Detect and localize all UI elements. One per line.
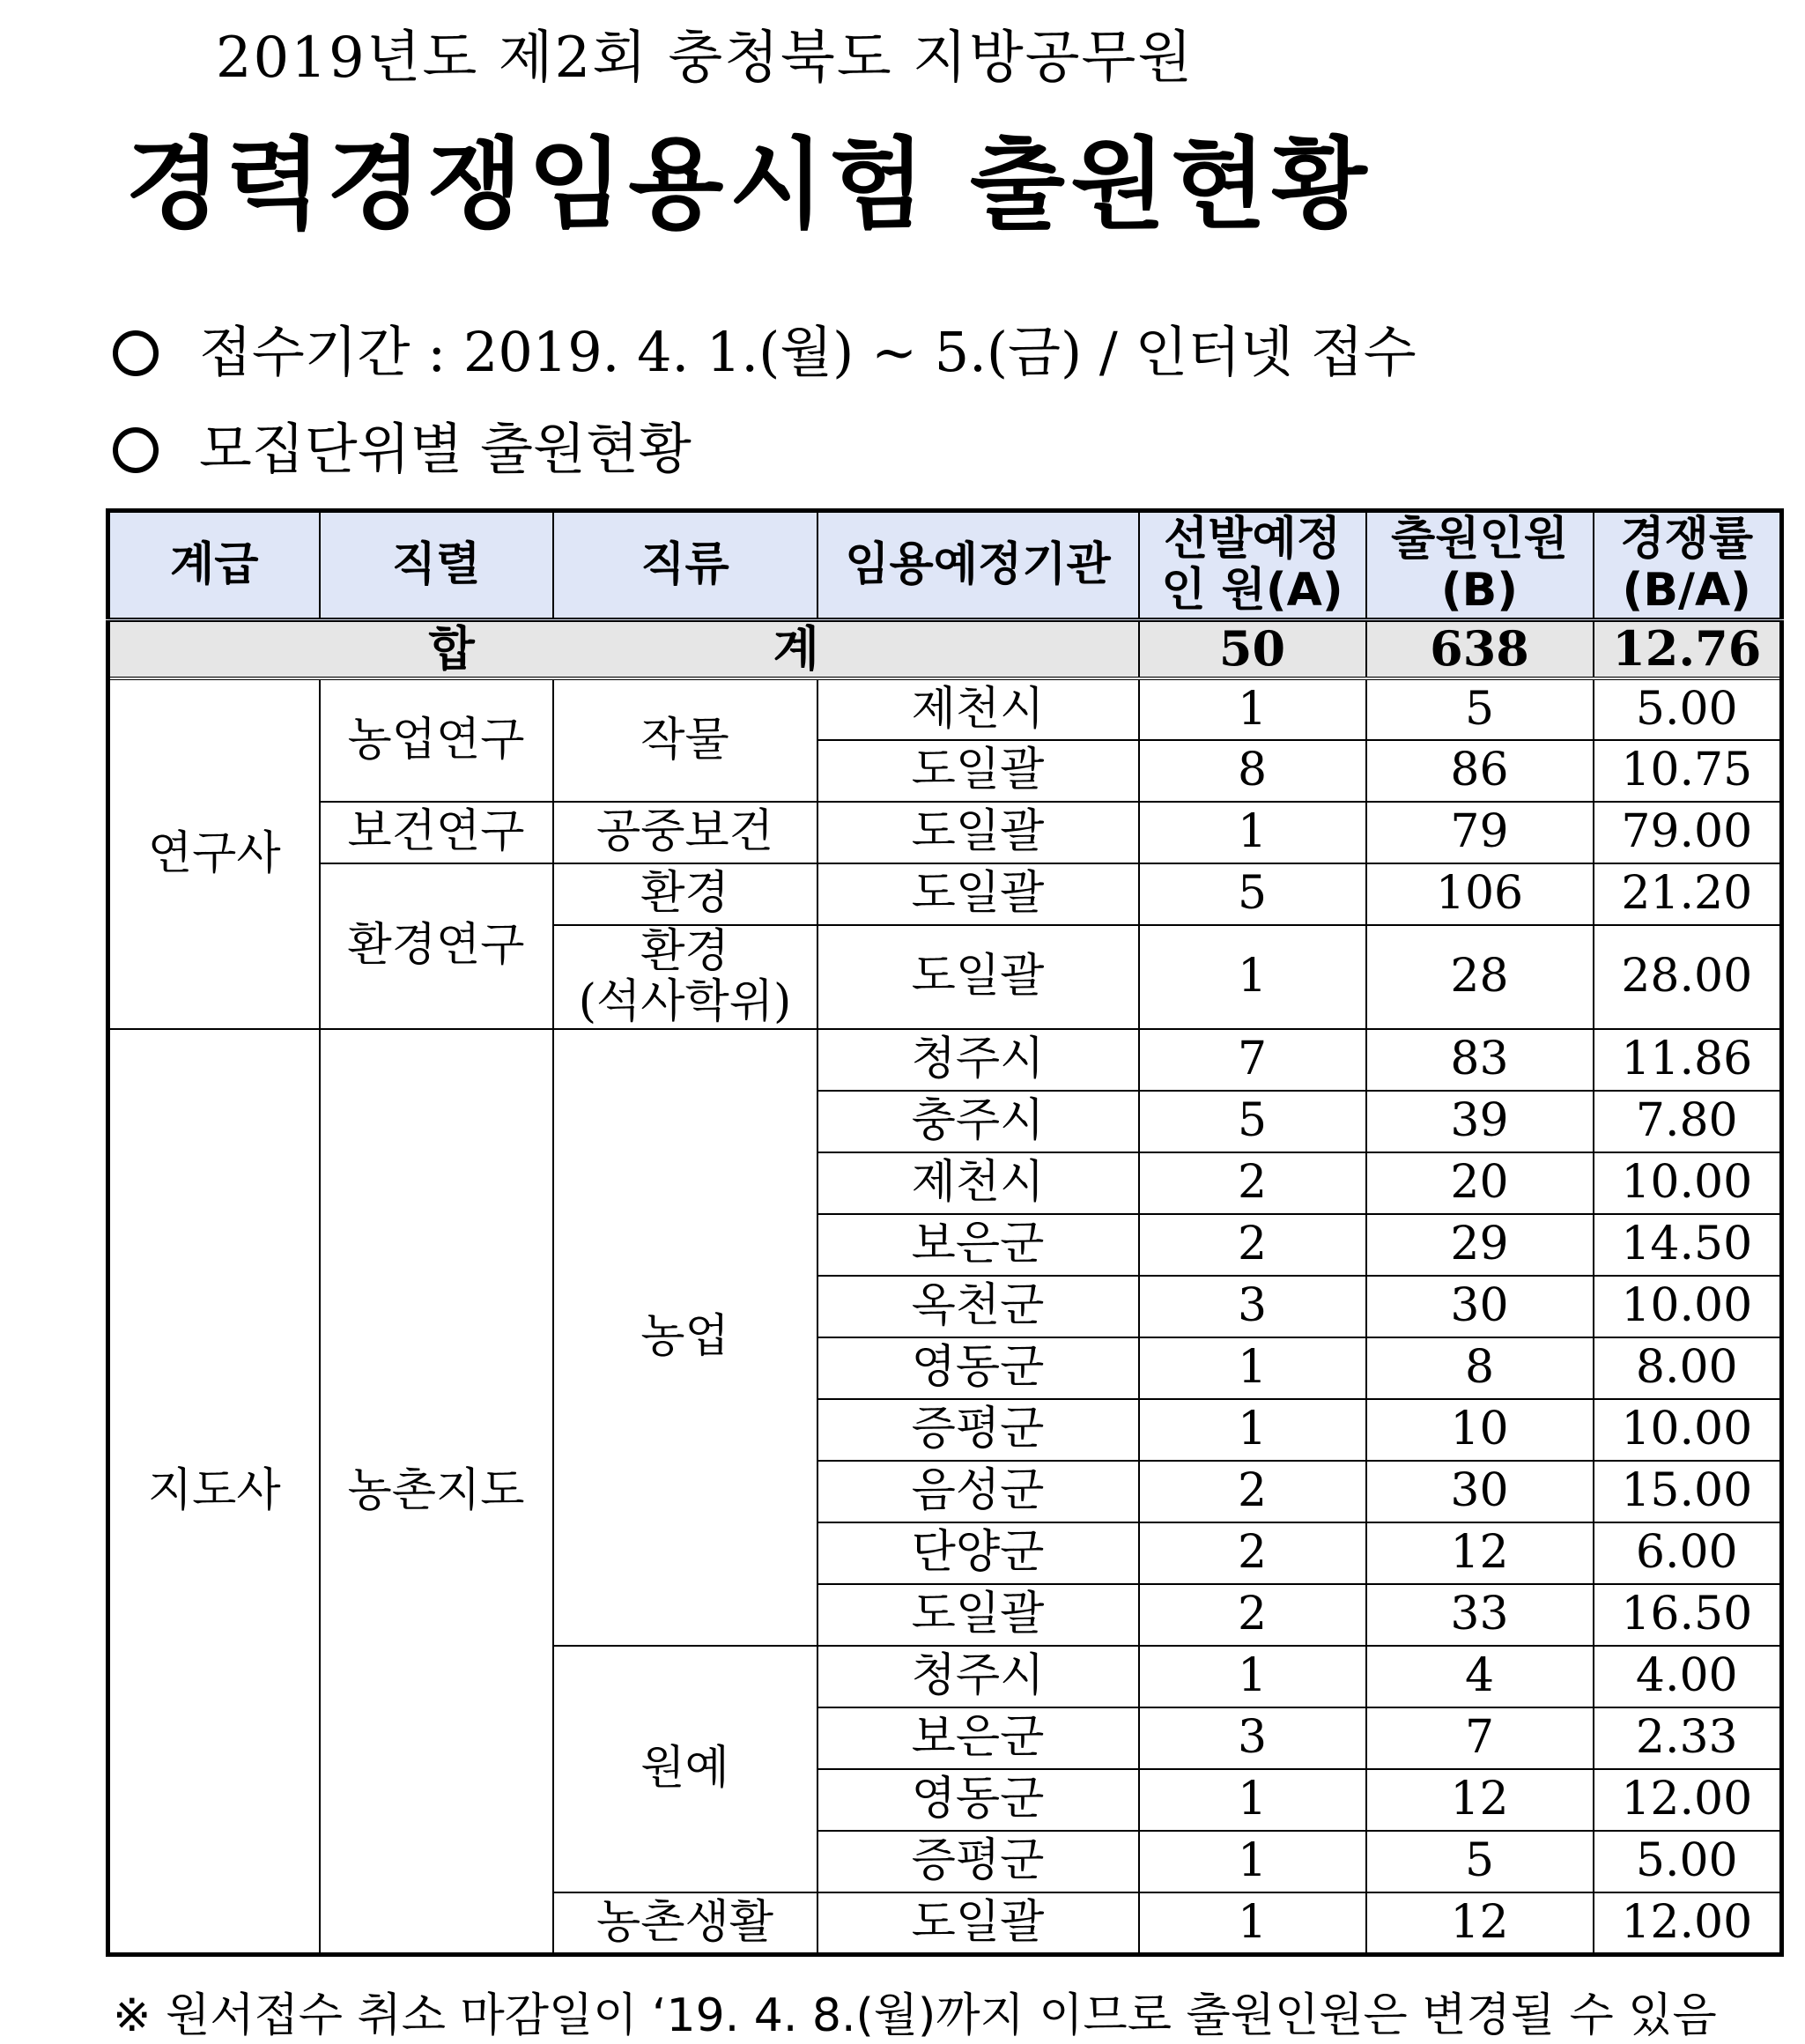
- applicants-cell: 4: [1366, 1646, 1594, 1707]
- planned-cell: 5: [1139, 863, 1366, 925]
- applicants-cell: 83: [1366, 1029, 1594, 1091]
- agency-cell: 단양군: [817, 1522, 1139, 1584]
- series-cell: 보건연구: [320, 802, 553, 863]
- table-row: [108, 678, 1782, 740]
- application-period-bullet: [113, 308, 1417, 387]
- applicants-cell: 10: [1366, 1399, 1594, 1461]
- ratio-cell: 79.00: [1594, 802, 1782, 863]
- planned-cell: 2: [1139, 1461, 1366, 1522]
- applicants-cell: 106: [1366, 863, 1594, 925]
- agency-cell: 보은군: [817, 1214, 1139, 1276]
- ratio-cell: 7.80: [1594, 1091, 1782, 1152]
- category-cell: 농업: [553, 1029, 817, 1646]
- applicants-cell: 28: [1366, 925, 1594, 1029]
- circle-bullet-icon: [113, 427, 159, 473]
- agency-cell: 옥천군: [817, 1276, 1139, 1337]
- agency-cell: 영동군: [817, 1337, 1139, 1399]
- ratio-cell: 2.33: [1594, 1707, 1782, 1769]
- ratio-cell: 21.20: [1594, 863, 1782, 925]
- ratio-cell: 5.00: [1594, 1831, 1782, 1892]
- agency-cell: 도일괄: [817, 863, 1139, 925]
- category-cell: 원예: [553, 1646, 817, 1892]
- category-cell: 공중보건: [553, 802, 817, 863]
- ratio-cell: 10.00: [1594, 1276, 1782, 1337]
- agency-cell: 청주시: [817, 1646, 1139, 1707]
- agency-cell: 도일괄: [817, 802, 1139, 863]
- applicants-cell: 30: [1366, 1276, 1594, 1337]
- planned-cell: 3: [1139, 1276, 1366, 1337]
- ratio-cell: 10.75: [1594, 740, 1782, 802]
- total-row: [108, 620, 1782, 679]
- status-by-unit-bullet: [113, 405, 692, 484]
- planned-cell: 8: [1139, 740, 1366, 802]
- agency-cell: 도일괄: [817, 740, 1139, 802]
- agency-cell: 도일괄: [817, 925, 1139, 1029]
- agency-cell: 제천시: [817, 678, 1139, 740]
- planned-cell: 3: [1139, 1707, 1366, 1769]
- ratio-cell: 15.00: [1594, 1461, 1782, 1522]
- header-grade: 계급: [108, 511, 320, 620]
- total-planned: 50: [1139, 620, 1366, 679]
- header-category: 직류: [553, 511, 817, 620]
- agency-cell: 보은군: [817, 1707, 1139, 1769]
- ratio-cell: 12.00: [1594, 1769, 1782, 1831]
- planned-cell: 2: [1139, 1522, 1366, 1584]
- planned-cell: 1: [1139, 1399, 1366, 1461]
- agency-cell: 충주시: [817, 1091, 1139, 1152]
- agency-cell: 증평군: [817, 1831, 1139, 1892]
- ratio-cell: 10.00: [1594, 1152, 1782, 1214]
- category-cell: 환경: [553, 863, 817, 925]
- applicants-cell: 12: [1366, 1769, 1594, 1831]
- applicants-cell: 12: [1366, 1522, 1594, 1584]
- agency-cell: 도일괄: [817, 1892, 1139, 1954]
- agency-cell: 영동군: [817, 1769, 1139, 1831]
- application-status-table: [106, 508, 1784, 1957]
- applicants-cell: 29: [1366, 1214, 1594, 1276]
- header-ratio: 경쟁률 (B/A): [1594, 511, 1782, 620]
- category-cell: 작물: [553, 678, 817, 802]
- applicants-cell: 79: [1366, 802, 1594, 863]
- agency-cell: 청주시: [817, 1029, 1139, 1091]
- table-row: [108, 863, 1782, 925]
- planned-cell: 1: [1139, 802, 1366, 863]
- ratio-cell: 5.00: [1594, 678, 1782, 740]
- category-cell: 환경 (석사학위): [553, 925, 817, 1029]
- planned-cell: 5: [1139, 1091, 1366, 1152]
- planned-cell: 1: [1139, 1831, 1366, 1892]
- agency-cell: 음성군: [817, 1461, 1139, 1522]
- document-subtitle: 2019년도 제2회 충청북도 지방공무원: [215, 26, 1195, 91]
- ratio-cell: 4.00: [1594, 1646, 1782, 1707]
- category-cell: 농촌생활: [553, 1892, 817, 1954]
- table-header-row: [108, 511, 1782, 620]
- table-row: [108, 802, 1782, 863]
- circle-bullet-icon: [113, 330, 159, 376]
- applicants-cell: 7: [1366, 1707, 1594, 1769]
- ratio-cell: 12.00: [1594, 1892, 1782, 1954]
- planned-cell: 1: [1139, 925, 1366, 1029]
- applicants-cell: 33: [1366, 1584, 1594, 1646]
- ratio-cell: 8.00: [1594, 1337, 1782, 1399]
- document-title: 경력경쟁임용시험 출원현황: [125, 128, 1372, 242]
- header-applicants: 출원인원 (B): [1366, 511, 1594, 620]
- planned-cell: 2: [1139, 1152, 1366, 1214]
- planned-cell: 1: [1139, 1769, 1366, 1831]
- applicants-cell: 86: [1366, 740, 1594, 802]
- grade-cell: 연구사: [108, 678, 320, 1029]
- grade-cell: 지도사: [108, 1029, 320, 1954]
- status-by-unit-text: 모집단위별 출원현황: [199, 417, 692, 481]
- applicants-cell: 20: [1366, 1152, 1594, 1214]
- table-row: [108, 1029, 1782, 1091]
- planned-cell: 2: [1139, 1584, 1366, 1646]
- header-series: 직렬: [320, 511, 553, 620]
- ratio-cell: 28.00: [1594, 925, 1782, 1029]
- applicants-cell: 39: [1366, 1091, 1594, 1152]
- applicants-cell: 5: [1366, 1831, 1594, 1892]
- ratio-cell: 10.00: [1594, 1399, 1782, 1461]
- agency-cell: 도일괄: [817, 1584, 1139, 1646]
- ratio-cell: 6.00: [1594, 1522, 1782, 1584]
- agency-cell: 제천시: [817, 1152, 1139, 1214]
- applicants-cell: 8: [1366, 1337, 1594, 1399]
- planned-cell: 1: [1139, 678, 1366, 740]
- applicants-cell: 30: [1366, 1461, 1594, 1522]
- header-planned: 선발예정 인 원(A): [1139, 511, 1366, 620]
- total-ratio: 12.76: [1594, 620, 1782, 679]
- ratio-cell: 11.86: [1594, 1029, 1782, 1091]
- ratio-cell: 14.50: [1594, 1214, 1782, 1276]
- planned-cell: 1: [1139, 1646, 1366, 1707]
- header-agency: 임용예정기관: [817, 511, 1139, 620]
- total-applicants: 638: [1366, 620, 1594, 679]
- planned-cell: 1: [1139, 1892, 1366, 1954]
- planned-cell: 7: [1139, 1029, 1366, 1091]
- planned-cell: 2: [1139, 1214, 1366, 1276]
- applicants-cell: 12: [1366, 1892, 1594, 1954]
- planned-cell: 1: [1139, 1337, 1366, 1399]
- footnote: ※ 원서접수 취소 마감일이 ‘19. 4. 8.(월)까지 이므로 출원인원은 변경될 수 있음: [113, 1989, 1717, 2042]
- total-label: 합 계: [108, 620, 1139, 679]
- series-cell: 환경연구: [320, 863, 553, 1029]
- agency-cell: 증평군: [817, 1399, 1139, 1461]
- application-period-text: 접수기간 : 2019. 4. 1.(월) ~ 5.(금) / 인터넷 접수: [199, 320, 1417, 384]
- applicants-cell: 5: [1366, 678, 1594, 740]
- ratio-cell: 16.50: [1594, 1584, 1782, 1646]
- series-cell: 농업연구: [320, 678, 553, 802]
- series-cell: 농촌지도: [320, 1029, 553, 1954]
